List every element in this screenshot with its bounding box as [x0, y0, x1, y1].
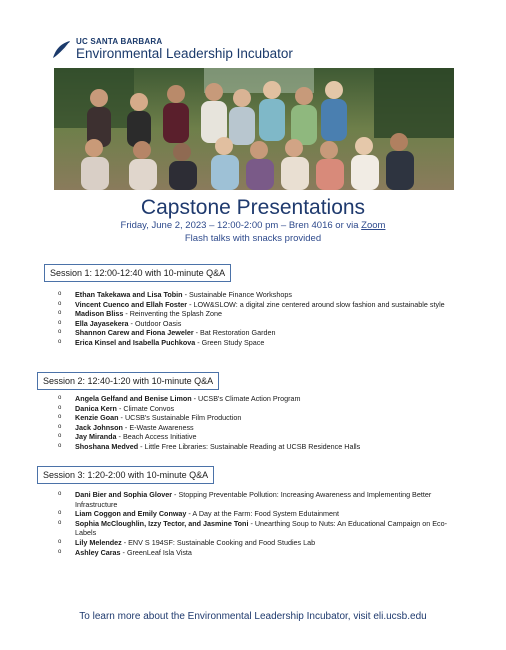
bullet-icon: o	[58, 338, 62, 345]
leaf-logo-icon	[50, 38, 72, 62]
bullet-icon: o	[58, 423, 62, 430]
event-details	[0, 220, 506, 231]
list-item: o Ashley Caras - GreenLeaf Isla Vista	[58, 547, 192, 557]
session-3-header: Session 3: 1:20-2:00 with 10-minute Q&A	[37, 466, 214, 484]
list-item: o Jack Johnson - E-Waste Awareness	[58, 422, 194, 432]
bullet-icon: o	[58, 291, 62, 297]
bullet-icon: o	[58, 319, 62, 326]
bullet-icon: o	[58, 329, 62, 336]
session-1-list	[58, 290, 446, 348]
list-item: o Dani Bier and Sophia Glover - Stopping Preventable Pollution: Increasing Awareness and Implementing Better Infrastructure	[58, 490, 432, 509]
bullet-icon: o	[58, 510, 62, 517]
list-item: o Liam Coggon and Emily Conway - A Day at the Farm: Food System Edutainment	[58, 509, 340, 519]
list-item: o Jay Miranda - Beach Access Initiative	[58, 432, 197, 442]
list-item: o Angela Gelfand and Benise Limon - UCSB's Climate Action Program	[58, 394, 301, 403]
eli-logo	[50, 36, 293, 66]
list-item: o Ella Jayasekera - Outdoor Oasis	[58, 318, 182, 328]
event-date-location: Friday, June 2, 2023 – 12:00-2:00 pm – Bren 4016 or via	[120, 220, 362, 231]
org-name-small: UC SANTA BARBARA	[76, 37, 163, 46]
snacks-note: Flash talks with snacks provided	[184, 233, 322, 244]
list-item: o Sophia McCloughlin, Izzy Tector, and Jasmine Toni - Unearthing Soup to Nuts: An Educational Campaign on Eco-Labels	[58, 518, 448, 538]
session-2-header: Session 2: 12:40-1:20 with 10-minute Q&A	[37, 372, 219, 390]
group-photo	[54, 68, 454, 190]
bullet-icon: o	[58, 519, 62, 526]
list-item: o Madison Bliss - Reinventing the Splash Zone	[58, 309, 223, 319]
bullet-icon: o	[58, 395, 62, 401]
bullet-icon: o	[58, 433, 62, 440]
bullet-icon: o	[58, 300, 62, 307]
bullet-icon: o	[58, 538, 62, 545]
list-item: o Shannon Carew and Fiona Jeweler - Bat Restoration Garden	[58, 328, 276, 338]
list-item: o Erica Kinsel and Isabella Puchkova - Green Study Space	[58, 337, 265, 347]
bullet-icon: o	[58, 404, 62, 411]
list-item: o Vincent Cuenco and Ellah Foster - LOW&SLOW: a digital zine centered around slow fashion and sustainable style	[58, 299, 445, 309]
bullet-icon: o	[58, 310, 62, 317]
session-1-header: Session 1: 12:00-12:40 with 10-minute Q&A	[44, 264, 231, 282]
footer-text: To learn more about the Environmental Leadership Incubator, visit eli.ucsb.edu	[79, 611, 427, 622]
session-2-list	[58, 394, 458, 452]
bullet-icon: o	[58, 442, 62, 449]
list-item: o Kenzie Goan - UCSB's Sustainable Film Production	[58, 413, 242, 423]
org-name-large: Environmental Leadership Incubator	[76, 46, 293, 61]
session-3-list	[58, 490, 456, 557]
list-item: o Lily Melendez - ENV S 194SF: Sustainable Cooking and Food Studies Lab	[58, 537, 316, 547]
zoom-link[interactable]: Zoom	[361, 220, 386, 231]
list-item: o Shoshana Medved - Little Free Libraries: Sustainable Reading at UCSB Residence Halls	[58, 441, 361, 451]
list-item: o Danica Kern - Climate Convos	[58, 403, 175, 413]
list-item: o Ethan Takekawa and Lisa Tobin - Sustainable Finance Workshops	[58, 290, 292, 299]
bullet-icon: o	[58, 548, 62, 555]
bullet-icon: o	[58, 414, 62, 421]
bullet-icon: o	[58, 491, 62, 497]
page-title: Capstone Presentations	[140, 196, 366, 219]
